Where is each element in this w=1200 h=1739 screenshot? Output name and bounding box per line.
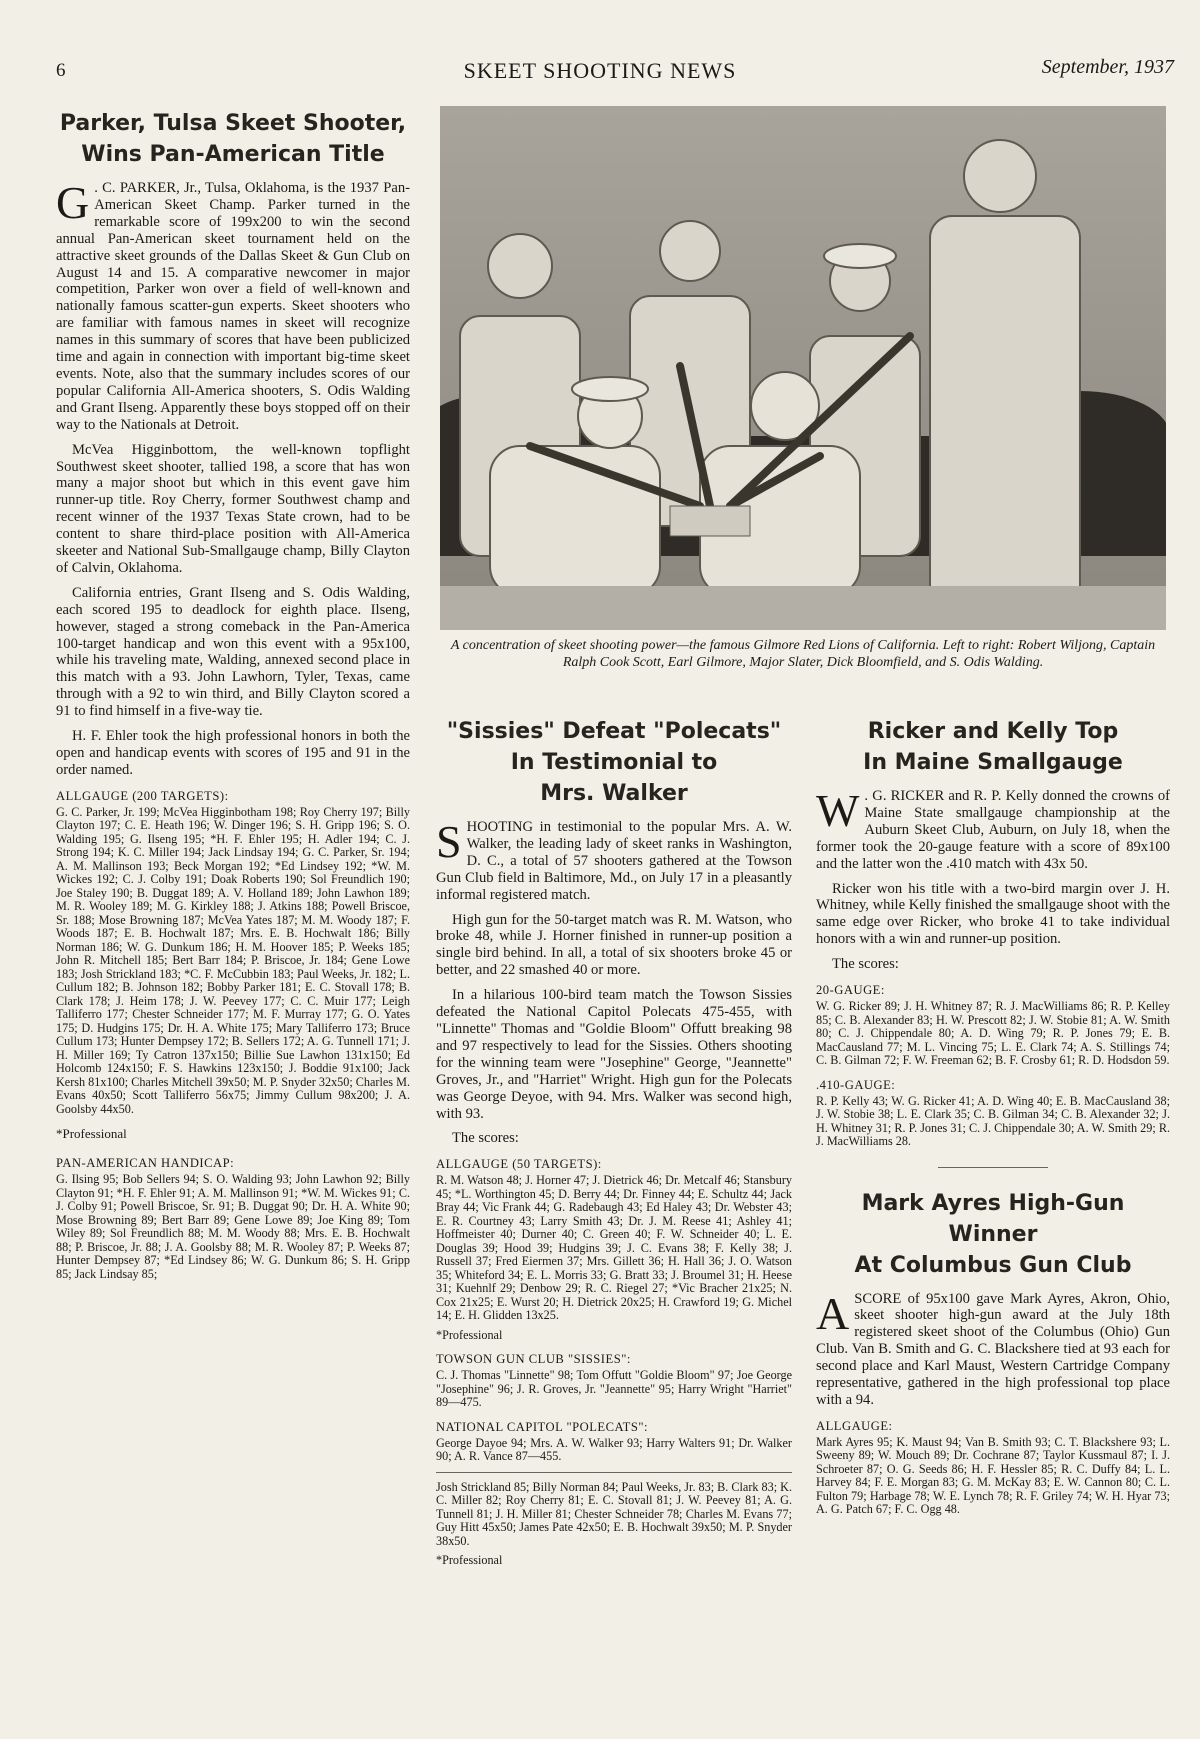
score-heading: NATIONAL CAPITOL "POLECATS": bbox=[436, 1419, 649, 1434]
score-list: G. C. Parker, Jr. 199; McVea Higginbotham 198; Roy Cherry 197; Billy Clayton 197; C. E. Heath 196; W. Dinger 196; S. H. Gripp 196; S. O. Walding 195; G. Ilseng 195; *H. F. Ehler 195; H. Adler 194; C. J. Strong 194; K. C. Miller 194; Jack Lindsay 194; G. C. Parker, Sr. 194; A. M. Mallinson 193; Beck Morgan 192; *Ed Lindsey 192; *W. M. Wickes 192; C. J. Colby 191; Doak Roberts 190; Sol Freundlich 190; Joe Staley 190; B. Duggat 189; A. V. Holland 189; John Lawhon 189; M. R. Wooley 189; M. G. Kirkley 188; J. Atkins 188; Powell Briscoe, Sr. 188; Mose Browning 187; McVea Yates 187; M. M. Woody 187; F. Woods 187; E. B. Hochwalt 187; Mrs. E. B. Hochwalt 186; Billy Norman 186; W. G. Dunkum 186; H. M. Hoover 185; P. Weeks 185; John R. Mitchell 185; Bert Barr 184; P. Briscoe, Jr. 184; Gene Lowe 183; Josh Strickland 183; *C. F. McCubbin 183; Paul Weeks, Jr. 182; L. Cullum 182; B. Johnson 182; Bobby Parker 181; E. C. Stovall 178; B. Clark 178; J. Heim 178; J. W. Peevey 177; C. C. Muir 177; Leigh Talliferro 177; Chester Schneider 177; M. F. Murray 177; G. O. Yates 175; D. Hudgins 175; Dr. H. A. White 175; Mary Talliferro 173; Bruce Cullum 173; Hunter Dempsey 172; B. Sellers 172; A. G. Tunnell 171; J. H. Miller 169; Ty Catron 137x150; Billie Sue Lawhon 131x150; Ed Holcomb 124x150; F. S. Hawkins 123x150; J. Boddie 91x100; Jack Kersh 81x100; Charles Mitchell 39x50; M. P. Snyder 32x50; Charles M. Evans 40x50; Scott Talliferro 56x75; Jimmy Cullum 98x200; J. A. Goolsby 44x50. bbox=[56, 804, 410, 1116]
headline-line: In Testimonial to bbox=[510, 750, 718, 775]
photo-caption: A concentration of skeet shooting power—the famous Gilmore Red Lions of California. Left to right: Robert Wiljong, Captain Ralph Cook Scott, Earl Gilmore, Major Slater, Dick Bloomfield, and S. Odis Walding. bbox=[450, 638, 1156, 670]
professional-note: *Professional bbox=[56, 1126, 127, 1142]
headline-line: Parker, Tulsa Skeet Shooter, bbox=[59, 111, 407, 136]
professional-note: *Professional bbox=[436, 1553, 503, 1568]
paragraph bbox=[436, 816, 792, 904]
score-heading: PAN-AMERICAN HANDICAP: bbox=[56, 1156, 235, 1171]
drop-cap: S bbox=[436, 816, 462, 867]
score-list: George Dayoe 94; Mrs. A. W. Walker 93; Harry Walters 91; Dr. Walker 90; A. R. Vance 87—455. bbox=[436, 1435, 792, 1464]
drop-cap: W bbox=[816, 785, 860, 836]
score-list-continued: Josh Strickland 85; Billy Norman 84; Paul Weeks, Jr. 83; B. Clark 83; K. C. Miller 82; Roy Cherry 81; E. C. Stovall 81; J. W. Peevey 81; A. G. Tunnell 81; J. H. Miller 81; Chester Schneider 78; Charles M. Evans 77; Guy Hitt 45x50; James Pate 42x50; E. B. Hochwalt 39x50; M. P. Snyder 38x50. bbox=[436, 1479, 792, 1548]
headline-line: Mark Ayres High-Gun Winner bbox=[861, 1190, 1125, 1247]
article-ricker-headline bbox=[816, 716, 1170, 778]
paragraph: H. F. Ehler took the high professional honors in both the open and handicap events with scores of 195 and 91 in the order named. bbox=[56, 728, 410, 778]
score-list: W. G. Ricker 89; J. H. Whitney 87; R. J. MacWilliams 86; R. P. Kelley 85; C. B. Alexander 83; H. W. Prescott 82; J. W. Stobie 81; A. W. Smith 80; C. J. Chippendale 80; A. D. Wing 79; R. P. Jones 79; E. B. MacCausland 77; M. L. Vincing 75; L. E. Clark 74; A. S. Stillings 74; C. B. Gilman 72; F. W. Freeman 62; B. F. Crosby 61; R. D. Hodsdon 59. bbox=[816, 999, 1170, 1068]
article-sissies-headline bbox=[436, 716, 792, 809]
divider bbox=[436, 1472, 792, 1473]
score-heading: ALLGAUGE (200 TARGETS): bbox=[56, 788, 229, 803]
paragraph: California entries, Grant Ilseng and S. Odis Walding, each scored 195 to deadlock for eighth place. Ilseng, however, staged a strong comeback in the Pan-America 100-target handicap and won this event with a 95x100, while his traveling mate, Walding, annexed second place in this match with a 93. John Lawhorn, Tyler, Texas, came through with a 92 to win third, and Billy Clayton scored a 91 to find himself in a five-way tie. bbox=[56, 584, 410, 720]
paragraph-text: . G. RICKER and R. P. Kelly donned the crowns of Maine State smallgauge championship at the Auburn Skeet Club, Auburn, on July 18, when the former took the 20-gauge feature with a score of 89x100 and the latter won the .410 match with 43x 50. bbox=[816, 788, 1170, 872]
headline-line: At Columbus Gun Club bbox=[854, 1252, 1132, 1278]
divider bbox=[938, 1167, 1048, 1168]
team-photo-illustration bbox=[440, 106, 1166, 630]
headline-line: Wins Pan-American Title bbox=[81, 142, 385, 167]
headline-line: Ricker and Kelly Top bbox=[867, 719, 1119, 744]
paragraph bbox=[816, 1287, 1170, 1409]
score-list: C. J. Thomas "Linnette" 98; Tom Offutt "Goldie Bloom" 97; Joe George "Josephine" 96; J. R. Groves, Jr. "Jeannette" 95; Harry Wright "Harriet" 89—475. bbox=[436, 1368, 792, 1410]
scores-intro: The scores: bbox=[452, 1130, 519, 1147]
publication-title: SKEET SHOOTING NEWS bbox=[463, 58, 737, 83]
score-heading: TOWSON GUN CLUB "SISSIES": bbox=[436, 1352, 631, 1367]
scores-intro: The scores: bbox=[832, 956, 899, 973]
paragraph: High gun for the 50-target match was R. M. Watson, who broke 48, while J. Horner finished in runner-up position a single bird behind. In all, a total of six shooters broke 45 or better, and 22 smashed 40 or more. bbox=[436, 911, 792, 979]
article-parker bbox=[56, 108, 410, 1733]
headline-line: "Sissies" Defeat "Polecats" bbox=[446, 719, 782, 744]
issue-date: September, 1937 bbox=[1041, 56, 1174, 78]
page-number: 6 bbox=[56, 60, 66, 81]
score-heading: ALLGAUGE (50 TARGETS): bbox=[436, 1157, 602, 1172]
score-heading: ALLGAUGE: bbox=[816, 1418, 893, 1433]
drop-cap: G bbox=[56, 177, 90, 228]
paragraph: In a hilarious 100-bird team match the Towson Sissies defeated the National Capitol Polecats 475-455, with "Linnette" Thomas and "Goldie Bloom" Offutt breaking 98 and 97 respectively to lead for the Sissies. Others shooting for the winning team were "Josephine" George, "Jeannette" Groves, Jr., and "Harriet" Wright. High gun for the Polecats was George Deyoe, with 94. Mrs. Walker was second high, with 93. bbox=[436, 987, 792, 1122]
article-parker-headline bbox=[56, 108, 410, 170]
paragraph-text: SCORE of 95x100 gave Mark Ayres, Akron, Ohio, skeet shooter high-gun award at the July 18th registered skeet shoot of the Columbus (Ohio) Gun Club. Van B. Smith and G. C. Blackshere tied at 93 each for second place and Karl Maust, Western Cartridge Company representative, gathered in the high professional top place with a 94. bbox=[816, 1290, 1170, 1408]
team-photo bbox=[440, 106, 1166, 630]
article-ricker-kelly bbox=[816, 716, 1170, 1731]
score-heading: .410-GAUGE: bbox=[816, 1077, 896, 1092]
score-list: Mark Ayres 95; K. Maust 94; Van B. Smith 93; C. T. Blackshere 93; L. Sweeny 89; W. Mouch 89; Dr. Cochrane 87; Taylor Kussmaul 87; I. J. Schroeter 87; O. G. Seeds 86; H. F. Hessler 85; R. C. Duffy 84; L. L. Harvey 84; F. E. Morgan 83; G. M. McKay 83; E. W. Cannon 80; C. L. Fulton 79; Harbage 78; W. E. Lynch 78; R. F. Griley 74; W. H. Hyar 73; A. G. Patch 67; F. C. Ogg 48. bbox=[816, 1434, 1170, 1517]
score-heading: 20-GAUGE: bbox=[816, 983, 885, 998]
headline-line: Mrs. Walker bbox=[540, 781, 688, 806]
score-list: R. M. Watson 48; J. Horner 47; J. Dietrick 46; Dr. Metcalf 46; Stansbury 45; *L. Worthington 45; D. Berry 44; Dr. Finney 44; E. Schultz 44; Jack Bray 44; Vic Frank 44; G. Radebaugh 43; Ed Haley 43; Dr. Webster 43; E. R. Courtney 43; Larry Smith 43; Dr. J. M. Reese 41; Ashley 41; Hoffmeister 40; Durner 40; C. Green 40; F. W. Schneider 40; L. E. Douglas 39; Hood 39; Hudgins 39; J. C. Evans 38; F. Kelly 38; J. Russell 37; Fred Eiermen 37; Mrs. Gillett 36; H. Hall 36; J. O. Watson 35; Whiteford 34; E. L. Morris 33; G. Bratt 33; J. Broumel 31; H. Heese 31; Kuehnlf 29; Denbow 29; R. C. Riegel 27; *Vic Bracher 21x25; N. Cox 21x25; E. Wurst 20; H. Dietrick 20x25; H. Crawford 19; G. Michel 14; E. H. Glidden 13x25. bbox=[436, 1173, 792, 1323]
article-ayres-headline bbox=[816, 1188, 1170, 1281]
headline-line: In Maine Smallgauge bbox=[863, 750, 1123, 775]
paragraph-text: . C. PARKER, Jr., Tulsa, Oklahoma, is the 1937 Pan-American Skeet Champ. Parker turned in the remarkable score of 199x200 to win the second annual Pan-American skeet tournament held on the attractive skeet grounds of the Dallas Skeet & Gun Club on August 14 and 15. A comparative newcomer in major competition, Parker won over a field of well-known and nationally famous scatter-gun experts. Skeet shooters who are familiar with famous names in skeet will recognize names in this summary of scores that have been publicized time and again in connection with important big-time skeet events. Note, also that the summary includes scores of our popular California All-America shooters, S. Odis Walding and Grant Ilseng. Apparently these boys stopped off on their way to the Nationals at Detroit. bbox=[56, 180, 410, 433]
drop-cap: A bbox=[816, 1287, 850, 1339]
paragraph-text: HOOTING in testimonial to the popular Mrs. A. W. Walker, the leading lady of skeet ranks in Washington, D. C., a total of 57 shooters gathered at the Towson Gun Club field in Baltimore, Md., on July 17 in a pleasantly informal registered match. bbox=[436, 819, 792, 903]
professional-note: *Professional bbox=[436, 1327, 503, 1342]
score-list: R. P. Kelly 43; W. G. Ricker 41; A. D. Wing 40; E. B. MacCausland 38; J. W. Stobie 38; L. E. Clark 35; C. B. Gilman 34; C. B. Alexander 32; J. H. Whitney 31; R. P. Jones 31; C. J. Chippendale 30; A. W. Smith 29; R. J. MacWilliams 28. bbox=[816, 1093, 1170, 1149]
paragraph: McVea Higginbottom, the well-known topflight Southwest skeet shooter, tallied 198, a score that has won many a major shoot but which in this event gave him runner-up title. Roy Cherry, former Southwest champ and recent winner of the 1937 Texas State crown, had to be content to share third-place position with All-America skeeter and National Sub-Smallgauge champ, Billy Clayton of Calvin, Oklahoma. bbox=[56, 441, 410, 576]
score-list: G. Ilsing 95; Bob Sellers 94; S. O. Walding 93; John Lawhon 92; Billy Clayton 91; *H. F. Ehler 91; A. M. Mallinson 91; *W. M. Wickes 91; C. J. Colby 91; Powell Briscoe, Sr. 91; B. Duggat 90; Dr. H. A. White 90; Mose Browning 89; Bert Barr 89; Gene Lowe 89; Joe King 89; Tom Wiley 89; Sol Freundlich 88; M. M. Woody 88; Mrs. E. B. Hochwalt 88; P. Briscoe, Jr. 88; J. A. Goolsby 88; M. R. Wooley 87; P. Weeks 87; Hunter Dempsey 87; *Ed Lindsey 86; W. G. Dunkum 86; S. H. Gripp 85; Jack Lindsay 85; bbox=[56, 1172, 410, 1281]
paragraph bbox=[816, 785, 1170, 873]
article-sissies bbox=[436, 716, 792, 1731]
paragraph bbox=[56, 177, 410, 434]
paragraph: Ricker won his title with a two-bird margin over J. H. Whitney, while Kelly finished the smallgauge shoot with the same edge over Ricker, who broke 41 to take individual honors with a win and runner-up position. bbox=[816, 880, 1170, 948]
